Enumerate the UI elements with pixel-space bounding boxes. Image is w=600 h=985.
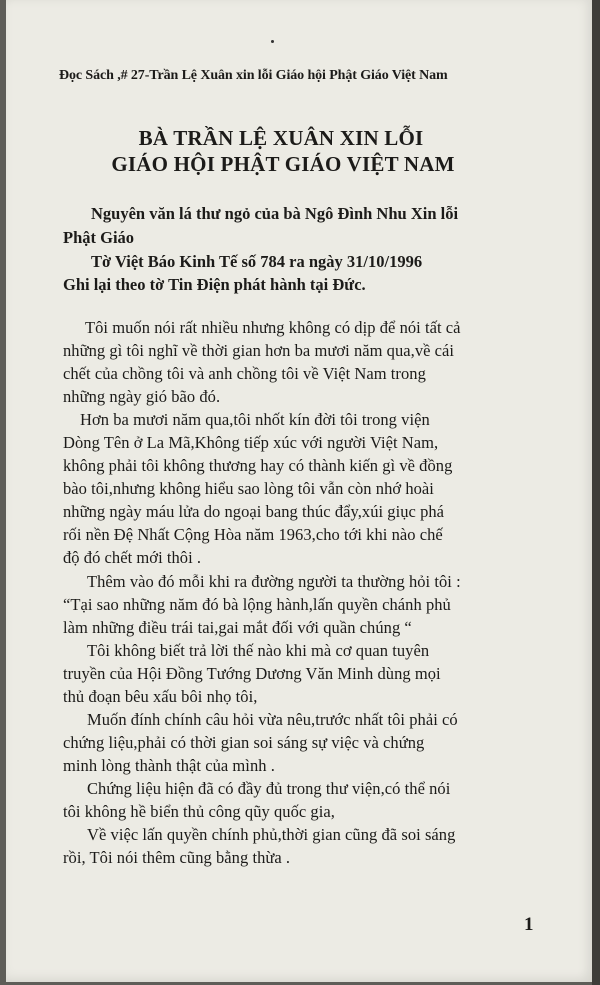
body-line: làm những điều trái tai,gai mắt đối với quần chúng “	[63, 618, 412, 637]
body-line: tôi không hề biển thủ công qũy quốc gia,	[63, 802, 335, 821]
body-line: rối nền Đệ Nhất Cộng Hòa năm 1963,cho tới khi nào chế	[63, 525, 443, 544]
body-line: rồi, Tôi nói thêm cũng bằng thừa .	[63, 848, 291, 867]
page-number: 1	[524, 914, 534, 935]
subtitle-line-1: Nguyên văn lá thư ngỏ của bà Ngô Đình Nhu Xin lỗi	[91, 204, 459, 223]
body-line: bào tôi,nhưng không hiểu sao lòng tôi vẫn còn nhớ hoài	[63, 479, 434, 498]
body-line: chết của chồng tôi và anh chồng tôi về Việt Nam trong	[63, 364, 426, 383]
book-page	[6, 0, 592, 982]
body-line: độ đó chết mới thôi .	[63, 548, 202, 567]
body-line: Về việc lấn quyền chính phủ,thời gian cũng đã soi sáng	[87, 825, 456, 844]
subtitle-line-3: Tờ Việt Báo Kinh Tế số 784 ra ngày 31/10/1996	[91, 252, 423, 271]
body-line: Chứng liệu hiện đã có đầy đủ trong thư viện,có thể nói	[87, 779, 451, 798]
body-line: không phải tôi không thương hay có thành kiến gì về đồng	[63, 456, 453, 475]
ink-dot	[271, 40, 274, 43]
chapter-title-line-2: GIÁO HỘI PHẬT GIÁO VIỆT NAM	[111, 152, 455, 176]
body-line: Tôi muốn nói rất nhiều nhưng không có dịp để nói tất cả	[85, 318, 461, 337]
running-header: Đọc Sách ,# 27-Trần Lệ Xuân xin lỗi Giáo hội Phật Giáo Việt Nam	[59, 68, 448, 83]
body-line: Thêm vào đó mỗi khi ra đường người ta thường hỏi tôi :	[87, 572, 461, 591]
subtitle-line-4: Ghi lại theo tờ Tin Điện phát hành tại Đức.	[63, 275, 366, 294]
body-line: minh lòng thành thật của mình .	[63, 756, 275, 775]
body-line: truyền của Hội Đồng Tướng Dương Văn Minh dùng mọi	[63, 664, 441, 683]
body-line: thủ đoạn bêu xấu bôi nhọ tôi,	[63, 687, 258, 706]
body-line: những gì tôi nghĩ về thời gian hơn ba mươi năm qua,về cái	[63, 341, 455, 360]
body-line: những ngày máu lửa do ngoại bang thúc đẩy,xúi giục phá	[63, 502, 445, 521]
body-line: Muốn đính chính câu hỏi vừa nêu,trước nhất tôi phải có	[87, 710, 458, 729]
body-line: Dòng Tên ở La Mã,Không tiếp xúc với người Việt Nam,	[63, 433, 439, 452]
subtitle-line-2: Phật Giáo	[63, 228, 135, 247]
body-line: Hơn ba mươi năm qua,tôi nhốt kín đời tôi trong viện	[80, 410, 430, 429]
body-line: “Tại sao những năm đó bà lộng hành,lấn quyền chánh phủ	[63, 595, 451, 614]
body-line: Tôi không biết trả lời thế nào khi mà cơ quan tuyên	[87, 641, 430, 660]
body-line: những ngày gió bão đó.	[63, 387, 221, 406]
chapter-title-line-1: BÀ TRẦN LỆ XUÂN XIN LỖI	[138, 126, 424, 150]
page-edge-shadow	[592, 0, 600, 985]
body-line: chứng liệu,phải có thời gian soi sáng sự việc và chứng	[63, 733, 425, 752]
